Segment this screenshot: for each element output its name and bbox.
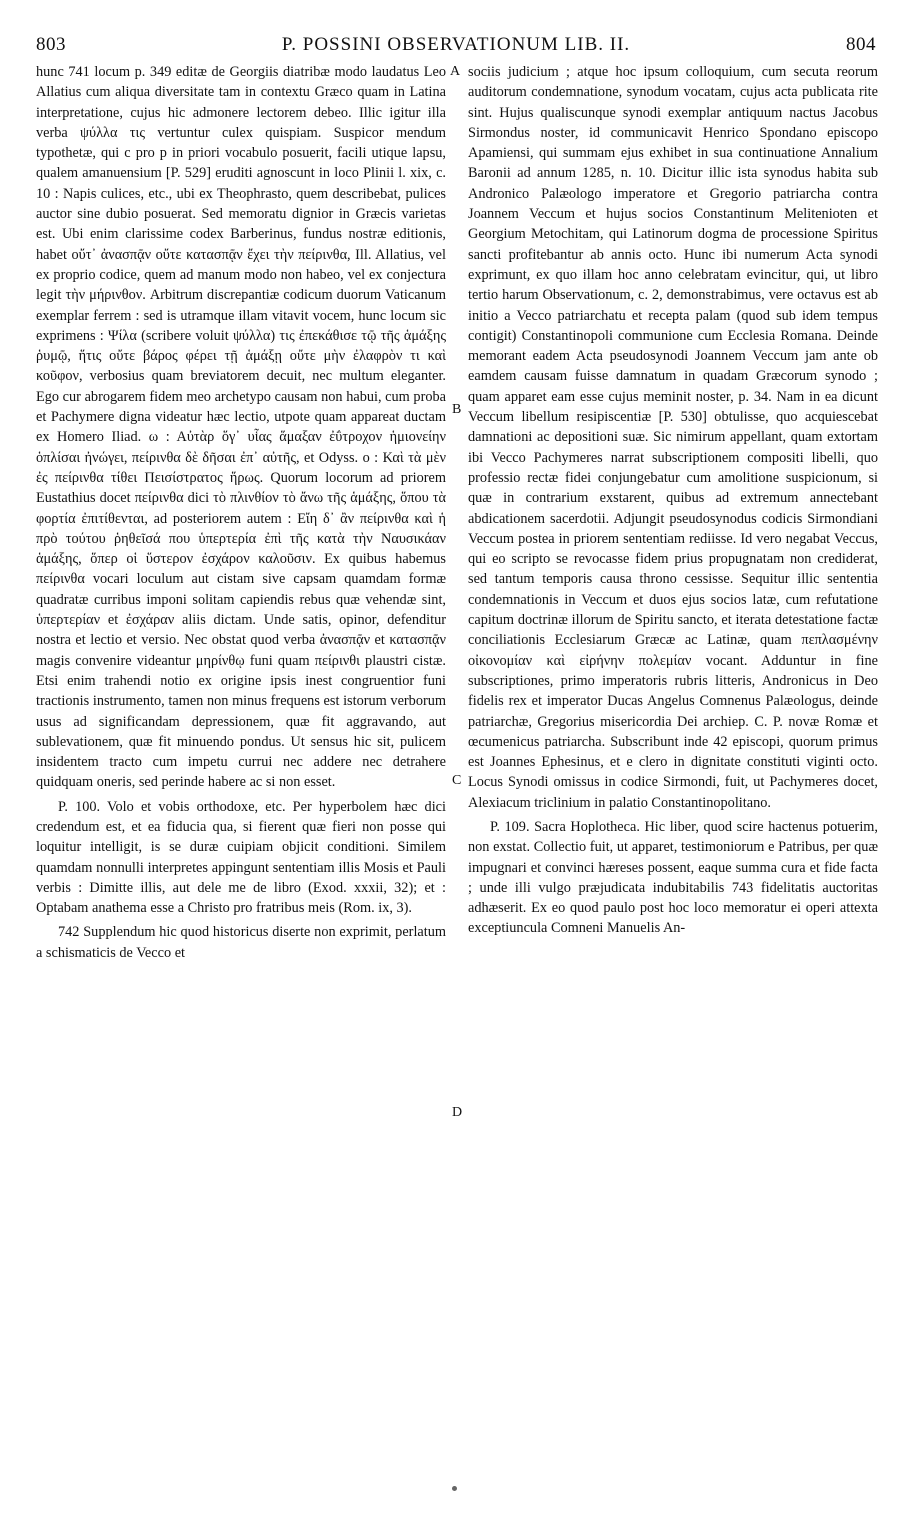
margin-marker-c: C: [452, 773, 462, 788]
margin-marker-a: A: [450, 64, 461, 79]
left-paragraph-2: P. 100. Volo et vobis orthodoxe, etc. Per hyperbolem hæc dici credendum est, et ea fiducia qua, si fierent quæ fieri non posse qui loquitur intelligit, is se duræ cuipiam objicit conditioni. Similem quamdam nonnulli interpretes appingunt sententiam illis Mosis et Pauli verbis : Dimitte illis, aut dele me de libro (Exod. xxxii, 32); et : Optabam anathema esse a Christo pro fratribus meis (Rom. ix, 3).: [36, 798, 446, 917]
margin-marker-d: D: [452, 1105, 463, 1120]
page-dot: [452, 1486, 457, 1491]
page-number-right: 804: [846, 34, 876, 55]
running-title: P. POSSINI OBSERVATIONUM LIB. II.: [281, 34, 631, 55]
right-column: [468, 62, 878, 939]
margin-marker-b: B: [452, 402, 462, 417]
right-paragraph-1: sociis judicium ; atque hoc ipsum colloquium, cum secuta reorum auditorum condemnatione, synodum vocatam, cujus acta publicata rite sint. Hujus qualiscunque synodi exemplar antiquum nactus Jacobus Sirmondus noster, id communicavit Henrico Spondano episcopo Apamiensi, qui summam ejus exhibet in sua continuatione Annalium Baronii ad annum 1285, n. 10. Dicitur illic ista synodus habita sub Andronico Palæologo imperatore et Gregorio patriarcha contra Joannem Veccum et hujus socios Constantinum Melitenioten et Georgium Metochitam, qui Latinorum dogma de processione Spiritus sancti profitebantur ab annis octo. Hunc ibi numerum Acta synodi exprimunt, ex quo illam hoc anno celebratam evincitur, qui, ut libro tertio harum Observationum, c. 2, demonstrabimus, vere octavus est ab initio a Vecco patriarchatu et recepta palam (quod sub idem tempus contigit) Constantinopoli communione cum Ecclesia Romana. Deinde memorant eadem Acta pseudosynodi Joannem Veccum jam ante ob eamdem causam fuisse damnatum in quadam Græcorum synodo ; quam apparet eam esse cujus meminit noster, p. 34. Nam in ea dicunt Veccum libellum resipiscentiæ [P. 530] obtulisse, quo acquiescebat damnationi ac depositioni suæ. Sic nimirum appellant, quam extortam ibi Vecco Pachymeres narrat subscriptionem compositi libelli, quo professio rectæ fidei conjungebatur cum amolitione suspicionum, si quæ in contrarium exstarent, quibus ad extremum annectebant abdicationem sacerdotii. Adjungit pseudosynodus codicis Sirmondiani Veccum postea in priorem sententiam rediisse. Id vero negabat Veccus, qui eo scripto se revocasse fidem prius propugnatam non crediderat, sed tantum temporis causa throno cessisse. Sequitur illic sententia condemnationis in Veccum et duos ejus socios latæ, cum refutatione capitum doctrinæ illorum de Spiritu sancto, et iterata detestatione factæ conciliationis Ecclesiarum Græcæ ac Latinæ, quam πεπλασμένην οἰκονομίαν καὶ εἰρήνην πολεμίαν vocant. Adduntur in fine subscriptiones, primo imperatoris rubris litteris, Andronicus in Deo fidelis rex et imperator Ducas Angelus Comnenus Palæologus, deinde patriarchæ, Gregorius misericordia Dei archiep. C. P. novæ Romæ et œcumenicus patriarcha. Subscribunt inde 42 episcopi, quorum primus est Joannes Ephesinus, et e clero in dignitate constituti viginti octo. Locus Synodi omissus in codice Sirmondi, fuit, ut Pachymeres docet, Alexiacum triclinium in palatio Constantinopolitano.: [468, 64, 878, 811]
page-header: [36, 34, 876, 60]
page-number-left: 803: [36, 34, 66, 55]
right-paragraph-2: P. 109. Sacra Hoplotheca. Hic liber, quod scire hactenus potuerim, non exstat. Collectio fuit, ut apparet, testimoniorum e Patribus, per quæ impugnari et convinci hæreses possent, eaque summa cura et fide facta ; unde illi vulgo præjudicata indubitabilis 743 fidelitatis auctoritas adhæserit. Ex eo quod paulo post hoc loco memoratur ei operi attexta exceptiuncula Comneni Manuelis An-: [468, 818, 878, 937]
left-paragraph-1: hunc 741 locum p. 349 editæ de Georgiis diatribæ modo laudatus Leo Allatius cum aliqua diversitate tam in contextu Græco quam in Latina interpretatione, cujus hic admonere lectorem debeo. Illic igitur illa verba ψύλλα τις vertuntur culex quispiam. Suspicor mendum typothetæ, qui c pro p in priori vocabulo posuerit, facili utique lapsu, qualem amanuensium [P. 529] eruditi agnoscunt in loco Plinii l. xix, c. 10 : Napis culices, etc., ubi ex Theophrasto, quem describebat, pulices auctor sine dubio posuerat. Sed memoratu dignior in Græcis varietas est. Ubi enim clarissime codex Barberinus, fundus nostræ editionis, habet οὔτ᾽ ἀνασπᾷν οὔτε κατασπᾷν ἔχει τὴν πείρινθα, Ill. Allatius, vel ex proprio codice, quem ad manum modo non habeo, vel ex conjectura legit τὴν μήρινθον. Arbitrum discrepantiæ codicum duorum Vaticanum exemplar ferrem : sed is utramque illam vitavit vocem, hunc locum sic exprimens : Ψίλα (scribere voluit ψύλλα) τις ἐπεκάθισε τῷ τῆς ἁμάξης ῥυμῷ, ἥτις οὔτε βάρος φέρει τῇ ἁμάξῃ οὔτε μὴν ἐλαφρὸν τι καὶ κοῦφον, verbosius quam breviatorem decuit, nec multum eleganter. Ego cur abrogarem fidem meo archetypo causam non habui, cum proba et Pachymere digna videatur hæc lectio, utpote quam appareat ductam ex Homero Iliad. ω : Αὐτὰρ ὅγ᾽ υἷας ἅμαξαν ἐΰτροχον ἡμιονείην ὁπλίσαι ἠνώγει, πείρινθα δὲ δῆσαι ἐπ᾽ αὐτῆς, et Odyss. o : Καὶ τὰ μὲν ἐς πείρινθα τίθει Πεισίστρατος ἥρως. Quorum locorum ad priorem Eustathius docet πείρινθα dici τὸ πλινθίον τὸ ἄνω τῆς ἁμάξης, ὅπου τὰ φορτία ἐπιτίθενται, ad posteriorem autem : Εἴη δ᾽ ἂν πείρινθα καὶ ἡ πρὸ τούτου ῥηθεῖσά που ὑπερτερία ἐπὶ τῆς κατὰ τὴν Ναυσικάαν ἁμάξης, ὅπερ οἱ ὕστερον ἐσχάρον καλοῦσιν. Ex quibus habemus πείρινθα vocari loculum aut cistam sive capsam quamdam formæ quadratæ curribus imponi solitam capiendis rebus quæ vehendæ sint, ὑπερτερίαν et ἐσχάραν aliis dictam. Unde satis, opinor, defenditur nostra et lectio et versio. Nec obstat quod verba ἀνασπᾷν et κατασπᾷν magis convenire videantur μηρίνθῳ funi quam πείρινθι plaustri cistæ. Etsi enim trahendi notio ex origine ipsis inest congruentior funi tractionis instrumento, tamen non minus frequens est istorum verborum usus ad significandam depressionem, quæ fit aggravando, aut sublevationem, quæ fit minuendo pondus. Ut sensus hic sit, pulicem insidentem tracto cum impetu currui nec addere nec detrahere quidquam oneris, sed perinde habere ac si non esset.: [36, 64, 446, 791]
left-column: [36, 62, 446, 963]
left-paragraph-3: 742 Supplendum hic quod historicus diserte non exprimit, perlatum a schismaticis de Vecco et: [36, 924, 446, 961]
